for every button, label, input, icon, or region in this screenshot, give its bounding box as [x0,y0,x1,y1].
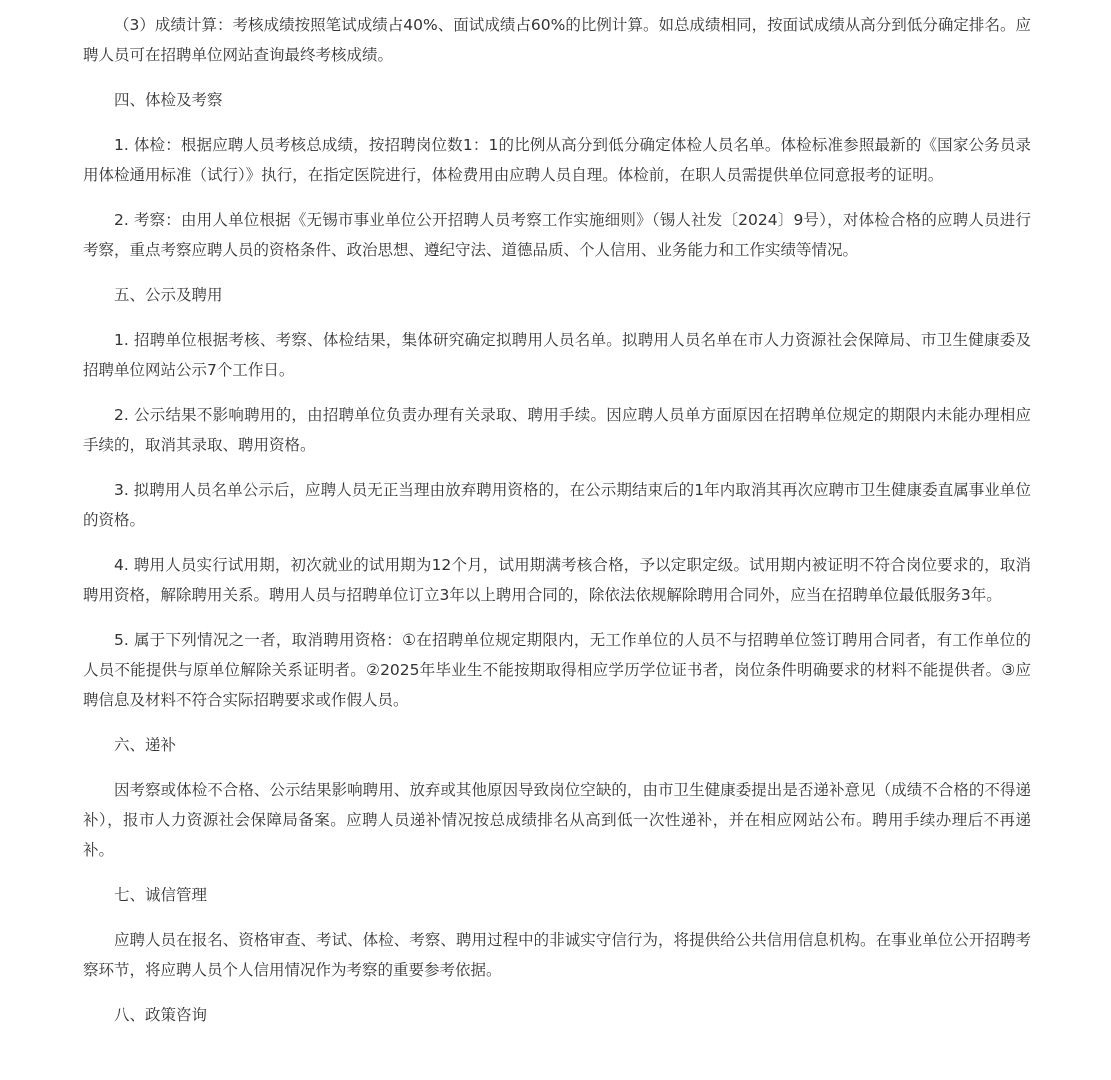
section-heading-replacement: 六、递补 [114,736,177,754]
section-heading-physical-exam: 四、体检及考察 [114,91,223,109]
paragraph-hiring-list: 1. 招聘单位根据考核、考察、体检结果，集体研究确定拟聘用人员名单。拟聘用人员名单在市人力资源社会保障局、市卫生健康委及招聘单位网站公示7个工作日。 [83,331,1031,379]
paragraph-integrity: 应聘人员在报名、资格审查、考试、体检、考察、聘用过程中的非诚实守信行为，将提供给公共信用信息机构。在事业单位公开招聘考察环节，将应聘人员个人信用情况作为考察的重要参考依据。 [83,931,1031,979]
paragraph-replacement: 因考察或体检不合格、公示结果影响聘用、放弃或其他原因导致岗位空缺的，由市卫生健康委提出是否递补意见（成绩不合格的不得递补），报市人力资源社会保障局备案。应聘人员递补情况按总成绩排名从高到低一次性递补，并在相应网站公布。聘用手续办理后不再递补。 [83,781,1031,859]
section-heading-integrity: 七、诚信管理 [114,886,208,904]
paragraph-cancellation: 5. 属于下列情况之一者，取消聘用资格：①在招聘单位规定期限内，无工作单位的人员不与招聘单位签订聘用合同者，有工作单位的人员不能提供与原单位解除关系证明者。②2025年毕业生不能按期取得相应学历学位证书者，岗位条件明确要求的材料不能提供者。③应聘信息及材料不符合实际招聘要求或作假人员。 [83,631,1031,709]
paragraph-physical-exam: 1. 体检：根据应聘人员考核总成绩，按招聘岗位数1：1的比例从高分到低分确定体检人员名单。体检标准参照最新的《国家公务员录用体检通用标准（试行）》执行，在指定医院进行，体检费用由应聘人员自理。体检前，在职人员需提供单位同意报考的证明。 [83,136,1031,184]
paragraph-inspection: 2. 考察：由用人单位根据《无锡市事业单位公开招聘人员考察工作实施细则》（锡人社发〔2024〕9号），对体检合格的应聘人员进行考察，重点考察应聘人员的资格条件、政治思想、遵纪守法、道德品质、个人信用、业务能力和工作实绩等情况。 [83,211,1031,259]
paragraph-score-calculation: （3）成绩计算：考核成绩按照笔试成绩占40%、面试成绩占60%的比例计算。如总成绩相同，按面试成绩从高分到低分确定排名。应聘人员可在招聘单位网站查询最终考核成绩。 [83,16,1031,64]
paragraph-abandon-qualification: 3. 拟聘用人员名单公示后，应聘人员无正当理由放弃聘用资格的，在公示期结束后的1年内取消其再次应聘市卫生健康委直属事业单位的资格。 [83,481,1031,529]
section-heading-policy-consultation: 八、政策咨询 [114,1006,208,1024]
article-body [83,10,1031,1045]
paragraph-probation: 4. 聘用人员实行试用期，初次就业的试用期为12个月，试用期满考核合格，予以定职定级。试用期内被证明不符合岗位要求的，取消聘用资格，解除聘用关系。聘用人员与招聘单位订立3年以上聘用合同的，除依法依规解除聘用合同外，应当在招聘单位最低服务3年。 [83,556,1031,604]
paragraph-hiring-procedures: 2. 公示结果不影响聘用的，由招聘单位负责办理有关录取、聘用手续。因应聘人员单方面原因在招聘单位规定的期限内未能办理相应手续的，取消其录取、聘用资格。 [83,406,1031,454]
section-heading-publicity-hiring: 五、公示及聘用 [114,286,223,304]
